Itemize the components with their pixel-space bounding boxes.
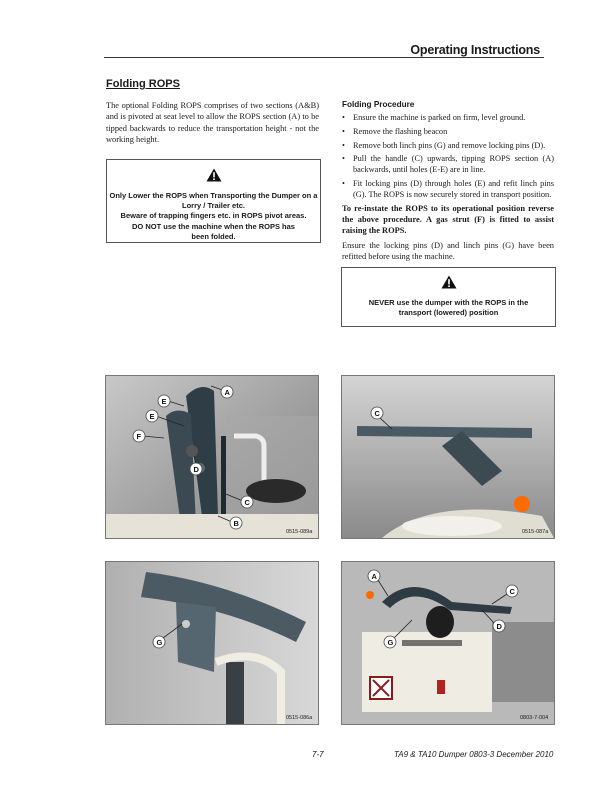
section-title: Folding ROPS bbox=[106, 78, 180, 90]
warning-left-line-2: Beware of trapping fingers etc. in ROPS pivot areas. bbox=[120, 211, 307, 221]
figure-label: C bbox=[509, 587, 515, 596]
warning-box-right bbox=[341, 267, 556, 327]
warning-right-text: NEVER use the dumper with the ROPS in the transport (lowered) position bbox=[368, 298, 529, 318]
figure-label: C bbox=[374, 409, 380, 418]
figure-label: G bbox=[387, 638, 394, 647]
footer-document-ref: TA9 & TA10 Dumper 0803-3 December 2010 bbox=[394, 750, 554, 759]
reinstate-paragraph: To re-instate the ROPS to its operational position reverse the above procedure. A gas strut (F) is fitted to assist raising the ROPS. bbox=[342, 204, 554, 236]
page-header-title: Operating Instructions bbox=[410, 43, 540, 57]
procedure-step: • Ensure the machine is parked on firm, level ground. bbox=[342, 113, 554, 124]
intro-paragraph: The optional Folding ROPS comprises of two sections (A&B) and is pivoted at seat level to allow the ROPS section (A) to be tipped backwards to reduce the transportation height - not the working height. bbox=[106, 101, 319, 145]
procedure-step: • Pull the handle (C) upwards, tipping ROPS section (A) backwards, until holes (E-E) are in line. bbox=[342, 154, 554, 176]
procedure-step: • Remove both linch pins (G) and remove locking pins (D). bbox=[342, 141, 554, 152]
header-rule bbox=[104, 57, 544, 58]
figure-ref: 0515-089a bbox=[286, 529, 313, 535]
figure-rops-handle bbox=[341, 375, 555, 539]
footer-page-number: 7-7 bbox=[312, 750, 324, 759]
figure-ref: 0803-7-004 bbox=[520, 715, 549, 721]
figure-label: F bbox=[136, 432, 142, 441]
procedure-step: • Remove the flashing beacon bbox=[342, 127, 554, 138]
procedure-steps bbox=[342, 113, 554, 204]
warning-left-line-1: Only Lower the ROPS when Transporting the Dumper on a Lorry / Trailer etc. bbox=[109, 191, 318, 211]
figure-ref: 0515-087a bbox=[522, 529, 549, 535]
figure-label: D bbox=[193, 465, 199, 474]
figure-label: A bbox=[371, 572, 377, 581]
procedure-step: • Fit locking pins (D) through holes (E) and refit linch pins (G). The ROPS is now securely stored in transport position. bbox=[342, 179, 554, 201]
figure-label: C bbox=[244, 498, 250, 507]
figure-label: B bbox=[233, 519, 239, 528]
warning-triangle-icon bbox=[206, 168, 222, 182]
figure-label: E bbox=[161, 397, 167, 406]
figure-label: D bbox=[496, 622, 502, 631]
warning-triangle-icon bbox=[441, 275, 457, 289]
procedure-title: Folding Procedure bbox=[342, 100, 415, 109]
figure-rops-lowered bbox=[341, 561, 555, 725]
figure-label: E bbox=[149, 412, 155, 421]
figure-label: G bbox=[156, 638, 163, 647]
figure-ref: 0515-086a bbox=[286, 715, 313, 721]
figure-linch-pin bbox=[105, 561, 319, 725]
figure-rops-side bbox=[105, 375, 319, 539]
warning-box-left bbox=[106, 159, 321, 243]
ensure-paragraph: Ensure the locking pins (D) and linch pins (G) have been refitted before using the machine. bbox=[342, 241, 554, 262]
warning-left-line-3: DO NOT use the machine when the ROPS has been folded. bbox=[132, 221, 295, 241]
figure-label: A bbox=[224, 388, 230, 397]
